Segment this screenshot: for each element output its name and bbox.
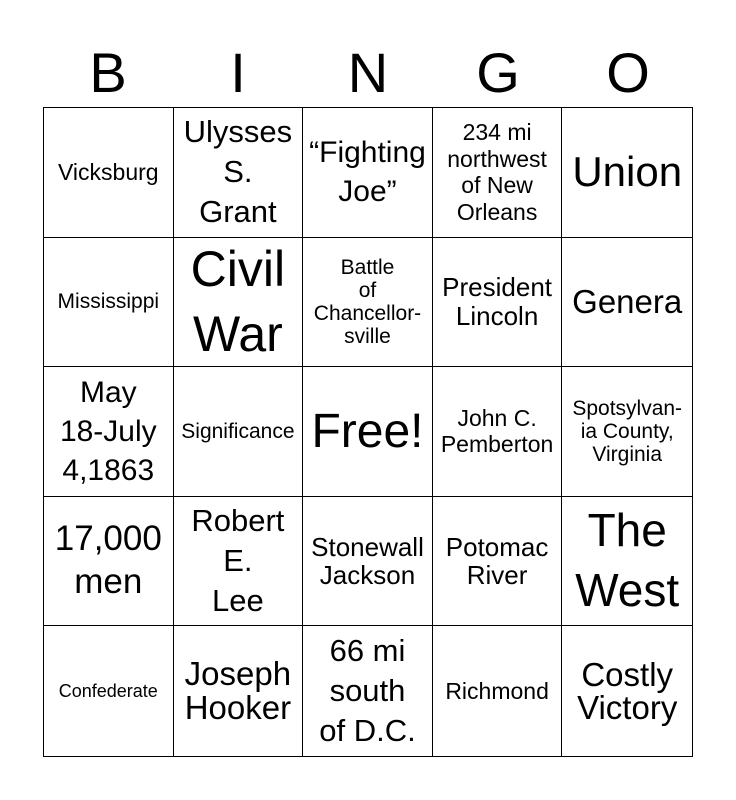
bingo-cell[interactable]: Joseph Hooker — [174, 626, 304, 756]
bingo-cell[interactable]: Genera — [562, 238, 692, 368]
bingo-cell[interactable]: John C. Pemberton — [433, 367, 563, 497]
bingo-cell[interactable]: May 18-July 4,1863 — [44, 367, 174, 497]
bingo-cell[interactable]: Mississippi — [44, 238, 174, 368]
header-letter-i: I — [230, 41, 246, 104]
bingo-cell[interactable]: Spotsylvan- ia County, Virginia — [562, 367, 692, 497]
bingo-cell[interactable]: 66 mi south of D.C. — [303, 626, 433, 756]
bingo-cell[interactable]: Robert E. Lee — [174, 497, 304, 627]
bingo-header — [43, 40, 693, 106]
header-letter-o: O — [606, 41, 650, 104]
header-letter-g: G — [476, 41, 520, 104]
bingo-cell[interactable]: Battle of Chancellor- sville — [303, 238, 433, 368]
bingo-cell[interactable]: Costly Victory — [577, 656, 678, 727]
bingo-cell[interactable]: Confederate — [44, 626, 174, 756]
bingo-cell[interactable]: Stonewall Jackson — [303, 497, 433, 627]
bingo-cell[interactable]: Potomac River — [433, 497, 563, 627]
bingo-cell[interactable]: Richmond — [433, 626, 563, 756]
bingo-cell[interactable]: Union — [562, 108, 692, 238]
bingo-cell[interactable]: “Fighting Joe” — [303, 108, 433, 238]
bingo-cell[interactable]: Free! — [303, 367, 433, 497]
header-letter-b: B — [89, 41, 127, 104]
bingo-cell[interactable]: President Lincoln — [433, 238, 563, 368]
bingo-cell[interactable]: Civil War — [174, 238, 304, 368]
bingo-cell[interactable]: Ulysses S. Grant — [174, 108, 304, 238]
bingo-cell[interactable]: The West — [562, 497, 692, 627]
bingo-grid — [43, 107, 693, 757]
bingo-cell[interactable]: Vicksburg — [44, 108, 174, 238]
bingo-cell[interactable]: 234 mi northwest of New Orleans — [433, 108, 563, 238]
bingo-cell[interactable]: Significance — [174, 367, 304, 497]
bingo-cell[interactable]: 17,000 men — [44, 497, 174, 627]
header-letter-n: N — [347, 41, 389, 104]
